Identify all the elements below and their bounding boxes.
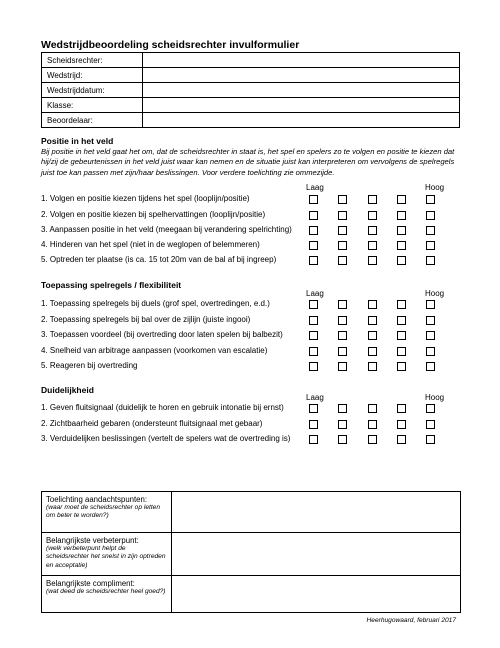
rating-checkbox-5[interactable] <box>426 331 435 340</box>
rating-checkbox-1[interactable] <box>309 404 318 413</box>
scale-high-label: Hoog <box>425 183 445 192</box>
rating-checkbox-2[interactable] <box>338 300 347 309</box>
rating-checkbox-3[interactable] <box>368 241 377 250</box>
rating-checkbox-2[interactable] <box>338 211 347 220</box>
rating-checkbox-2[interactable] <box>338 226 347 235</box>
rating-checkbox-2[interactable] <box>338 256 347 265</box>
section-title-duidelijkheid: Duidelijkheid <box>41 385 94 395</box>
rating-checkbox-4[interactable] <box>397 226 406 235</box>
scale-low-label: Laag <box>306 393 324 402</box>
info-label: Beoordelaar: <box>42 113 143 128</box>
rating-checkbox-4[interactable] <box>397 300 406 309</box>
notes-question <box>42 533 172 576</box>
rating-checkbox-3[interactable] <box>368 256 377 265</box>
wedstrijddatum-field[interactable] <box>143 83 460 98</box>
rating-checkbox-4[interactable] <box>397 241 406 250</box>
rating-checkbox-5[interactable] <box>426 226 435 235</box>
rating-checkbox-3[interactable] <box>368 316 377 325</box>
rating-checkbox-2[interactable] <box>338 331 347 340</box>
criterion-label: 2. Volgen en positie kiezen bij spelhervattingen (looplijn/positie) <box>41 210 266 219</box>
rating-checkbox-4[interactable] <box>397 362 406 371</box>
rating-checkbox-1[interactable] <box>309 347 318 356</box>
criterion-label: 1. Geven fluitsignaal (duidelijk te horen en gebruik intonatie bij ernst) <box>41 403 284 412</box>
rating-checkbox-5[interactable] <box>426 195 435 204</box>
beoordelaar-field[interactable] <box>143 113 460 128</box>
info-table <box>41 52 460 128</box>
info-row <box>42 68 460 83</box>
rating-checkbox-1[interactable] <box>309 241 318 250</box>
page-title: Wedstrijdbeoordeling scheidsrechter invulformulier <box>41 39 300 51</box>
rating-checkbox-2[interactable] <box>338 435 347 444</box>
rating-checkbox-3[interactable] <box>368 435 377 444</box>
criterion-label: 5. Optreden ter plaatse (is ca. 15 tot 20m van de bal af bij ingreep) <box>41 255 277 264</box>
info-label: Scheidsrechter: <box>42 53 143 68</box>
criterion-label: 2. Zichtbaarheid gebaren (ondersteunt fluitsignaal met gebaar) <box>41 419 263 428</box>
rating-checkbox-2[interactable] <box>338 420 347 429</box>
notes-question <box>42 492 172 533</box>
rating-checkbox-4[interactable] <box>397 316 406 325</box>
criterion-label: 1. Volgen en positie kiezen tijdens het spel (looplijn/positie) <box>41 194 250 203</box>
rating-checkbox-1[interactable] <box>309 420 318 429</box>
section-intro: Bij positie in het veld gaat het om, dat de scheidsrechter in staat is, het spel en spelers zo te volgen en positie te kiezen dat hij/zij de gebeurtenissen in het veld juist waar kan nemen en de situatie juist kan interpreteren om vervolgens de spelregels juist toe kan passen met zijn/haar beslissingen. Voor verdere toelichting zie ommezijde. <box>41 147 455 177</box>
criterion-label: 2. Toepassing spelregels bij bal over de zijlijn (juiste ingooi) <box>41 315 251 324</box>
rating-checkbox-5[interactable] <box>426 435 435 444</box>
rating-checkbox-5[interactable] <box>426 362 435 371</box>
criterion-label: 4. Snelheid van arbitrage aanpassen (voorkomen van escalatie) <box>41 346 268 355</box>
info-row <box>42 113 460 128</box>
info-label: Wedstrijd: <box>42 68 143 83</box>
rating-checkbox-5[interactable] <box>426 420 435 429</box>
scale-high-label: Hoog <box>425 393 445 402</box>
rating-checkbox-2[interactable] <box>338 316 347 325</box>
rating-checkbox-2[interactable] <box>338 241 347 250</box>
rating-checkbox-5[interactable] <box>426 241 435 250</box>
rating-checkbox-3[interactable] <box>368 195 377 204</box>
rating-checkbox-3[interactable] <box>368 331 377 340</box>
criterion-label: 5. Reageren bij overtreding <box>41 361 138 370</box>
scale-low-label: Laag <box>306 289 324 298</box>
rating-checkbox-4[interactable] <box>397 211 406 220</box>
notes-row <box>42 533 461 576</box>
rating-checkbox-2[interactable] <box>338 404 347 413</box>
criterion-label: 4. Hinderen van het spel (niet in de weglopen of belemmeren) <box>41 240 260 249</box>
notes-label: Belangrijkste compliment: <box>46 579 135 588</box>
notes-row <box>42 492 461 533</box>
rating-checkbox-3[interactable] <box>368 404 377 413</box>
rating-checkbox-4[interactable] <box>397 420 406 429</box>
rating-checkbox-1[interactable] <box>309 331 318 340</box>
info-label: Wedstrijddatum: <box>42 83 143 98</box>
rating-checkbox-4[interactable] <box>397 404 406 413</box>
notes-table <box>41 491 461 613</box>
notes-label: Toelichting aandachtspunten: <box>46 495 148 504</box>
info-row <box>42 98 460 113</box>
rating-checkbox-1[interactable] <box>309 300 318 309</box>
rating-checkbox-1[interactable] <box>309 362 318 371</box>
rating-checkbox-4[interactable] <box>397 256 406 265</box>
info-label: Klasse: <box>42 98 143 113</box>
rating-checkbox-5[interactable] <box>426 404 435 413</box>
rating-checkbox-4[interactable] <box>397 195 406 204</box>
rating-checkbox-3[interactable] <box>368 226 377 235</box>
criterion-label: 3. Verduidelijken beslissingen (vertelt de spelers wat de overtreding is) <box>41 434 291 443</box>
section-title-positie: Positie in het veld <box>41 136 114 146</box>
rating-checkbox-3[interactable] <box>368 211 377 220</box>
info-row <box>42 83 460 98</box>
rating-checkbox-3[interactable] <box>368 347 377 356</box>
rating-checkbox-2[interactable] <box>338 347 347 356</box>
info-row <box>42 53 460 68</box>
criterion-label: 3. Toepassen voordeel (bij overtreding door laten spelen bij balbezit) <box>41 330 283 339</box>
rating-checkbox-2[interactable] <box>338 362 347 371</box>
notes-hint: (wat deed de scheidsrechter heel goed?) <box>46 588 166 595</box>
klasse-field[interactable] <box>143 98 460 113</box>
aandachtspunten-answer-field[interactable] <box>172 492 461 533</box>
notes-hint: (waar moet de scheidsrechter op letten om beter te worden?) <box>46 504 160 520</box>
wedstrijd-field[interactable] <box>143 68 460 83</box>
verbeterpunt-answer-field[interactable] <box>172 533 461 576</box>
rating-checkbox-5[interactable] <box>426 256 435 265</box>
notes-label: Belangrijkste verbeterpunt: <box>46 536 139 545</box>
rating-checkbox-3[interactable] <box>368 300 377 309</box>
rating-checkbox-5[interactable] <box>426 316 435 325</box>
section-title-toepassing: Toepassing spelregels / flexibiliteit <box>41 280 182 290</box>
footer-note: Heerhugowaard, februari 2017 <box>366 617 456 624</box>
rating-checkbox-1[interactable] <box>309 226 318 235</box>
scale-low-label: Laag <box>306 183 324 192</box>
rating-checkbox-5[interactable] <box>426 347 435 356</box>
rating-checkbox-1[interactable] <box>309 195 318 204</box>
rating-checkbox-4[interactable] <box>397 435 406 444</box>
scale-high-label: Hoog <box>425 289 445 298</box>
notes-row <box>42 576 461 613</box>
notes-hint: (welk verbeterpunt helpt de scheidsrechter het snelst in zijn optreden en acceptatie) <box>46 545 166 569</box>
rating-checkbox-3[interactable] <box>368 362 377 371</box>
rating-checkbox-1[interactable] <box>309 316 318 325</box>
rating-checkbox-4[interactable] <box>397 347 406 356</box>
compliment-answer-field[interactable] <box>172 576 461 613</box>
rating-checkbox-1[interactable] <box>309 256 318 265</box>
rating-checkbox-2[interactable] <box>338 195 347 204</box>
notes-question <box>42 576 172 613</box>
criterion-label: 1. Toepassing spelregels bij duels (grof spel, overtredingen, e.d.) <box>41 299 270 308</box>
rating-checkbox-3[interactable] <box>368 420 377 429</box>
rating-checkbox-1[interactable] <box>309 211 318 220</box>
rating-checkbox-5[interactable] <box>426 300 435 309</box>
rating-checkbox-4[interactable] <box>397 331 406 340</box>
rating-checkbox-1[interactable] <box>309 435 318 444</box>
scheidsrechter-field[interactable] <box>143 53 460 68</box>
criterion-label: 3. Aanpassen positie in het veld (meegaan bij verandering spelrichting) <box>41 225 292 234</box>
rating-checkbox-5[interactable] <box>426 211 435 220</box>
